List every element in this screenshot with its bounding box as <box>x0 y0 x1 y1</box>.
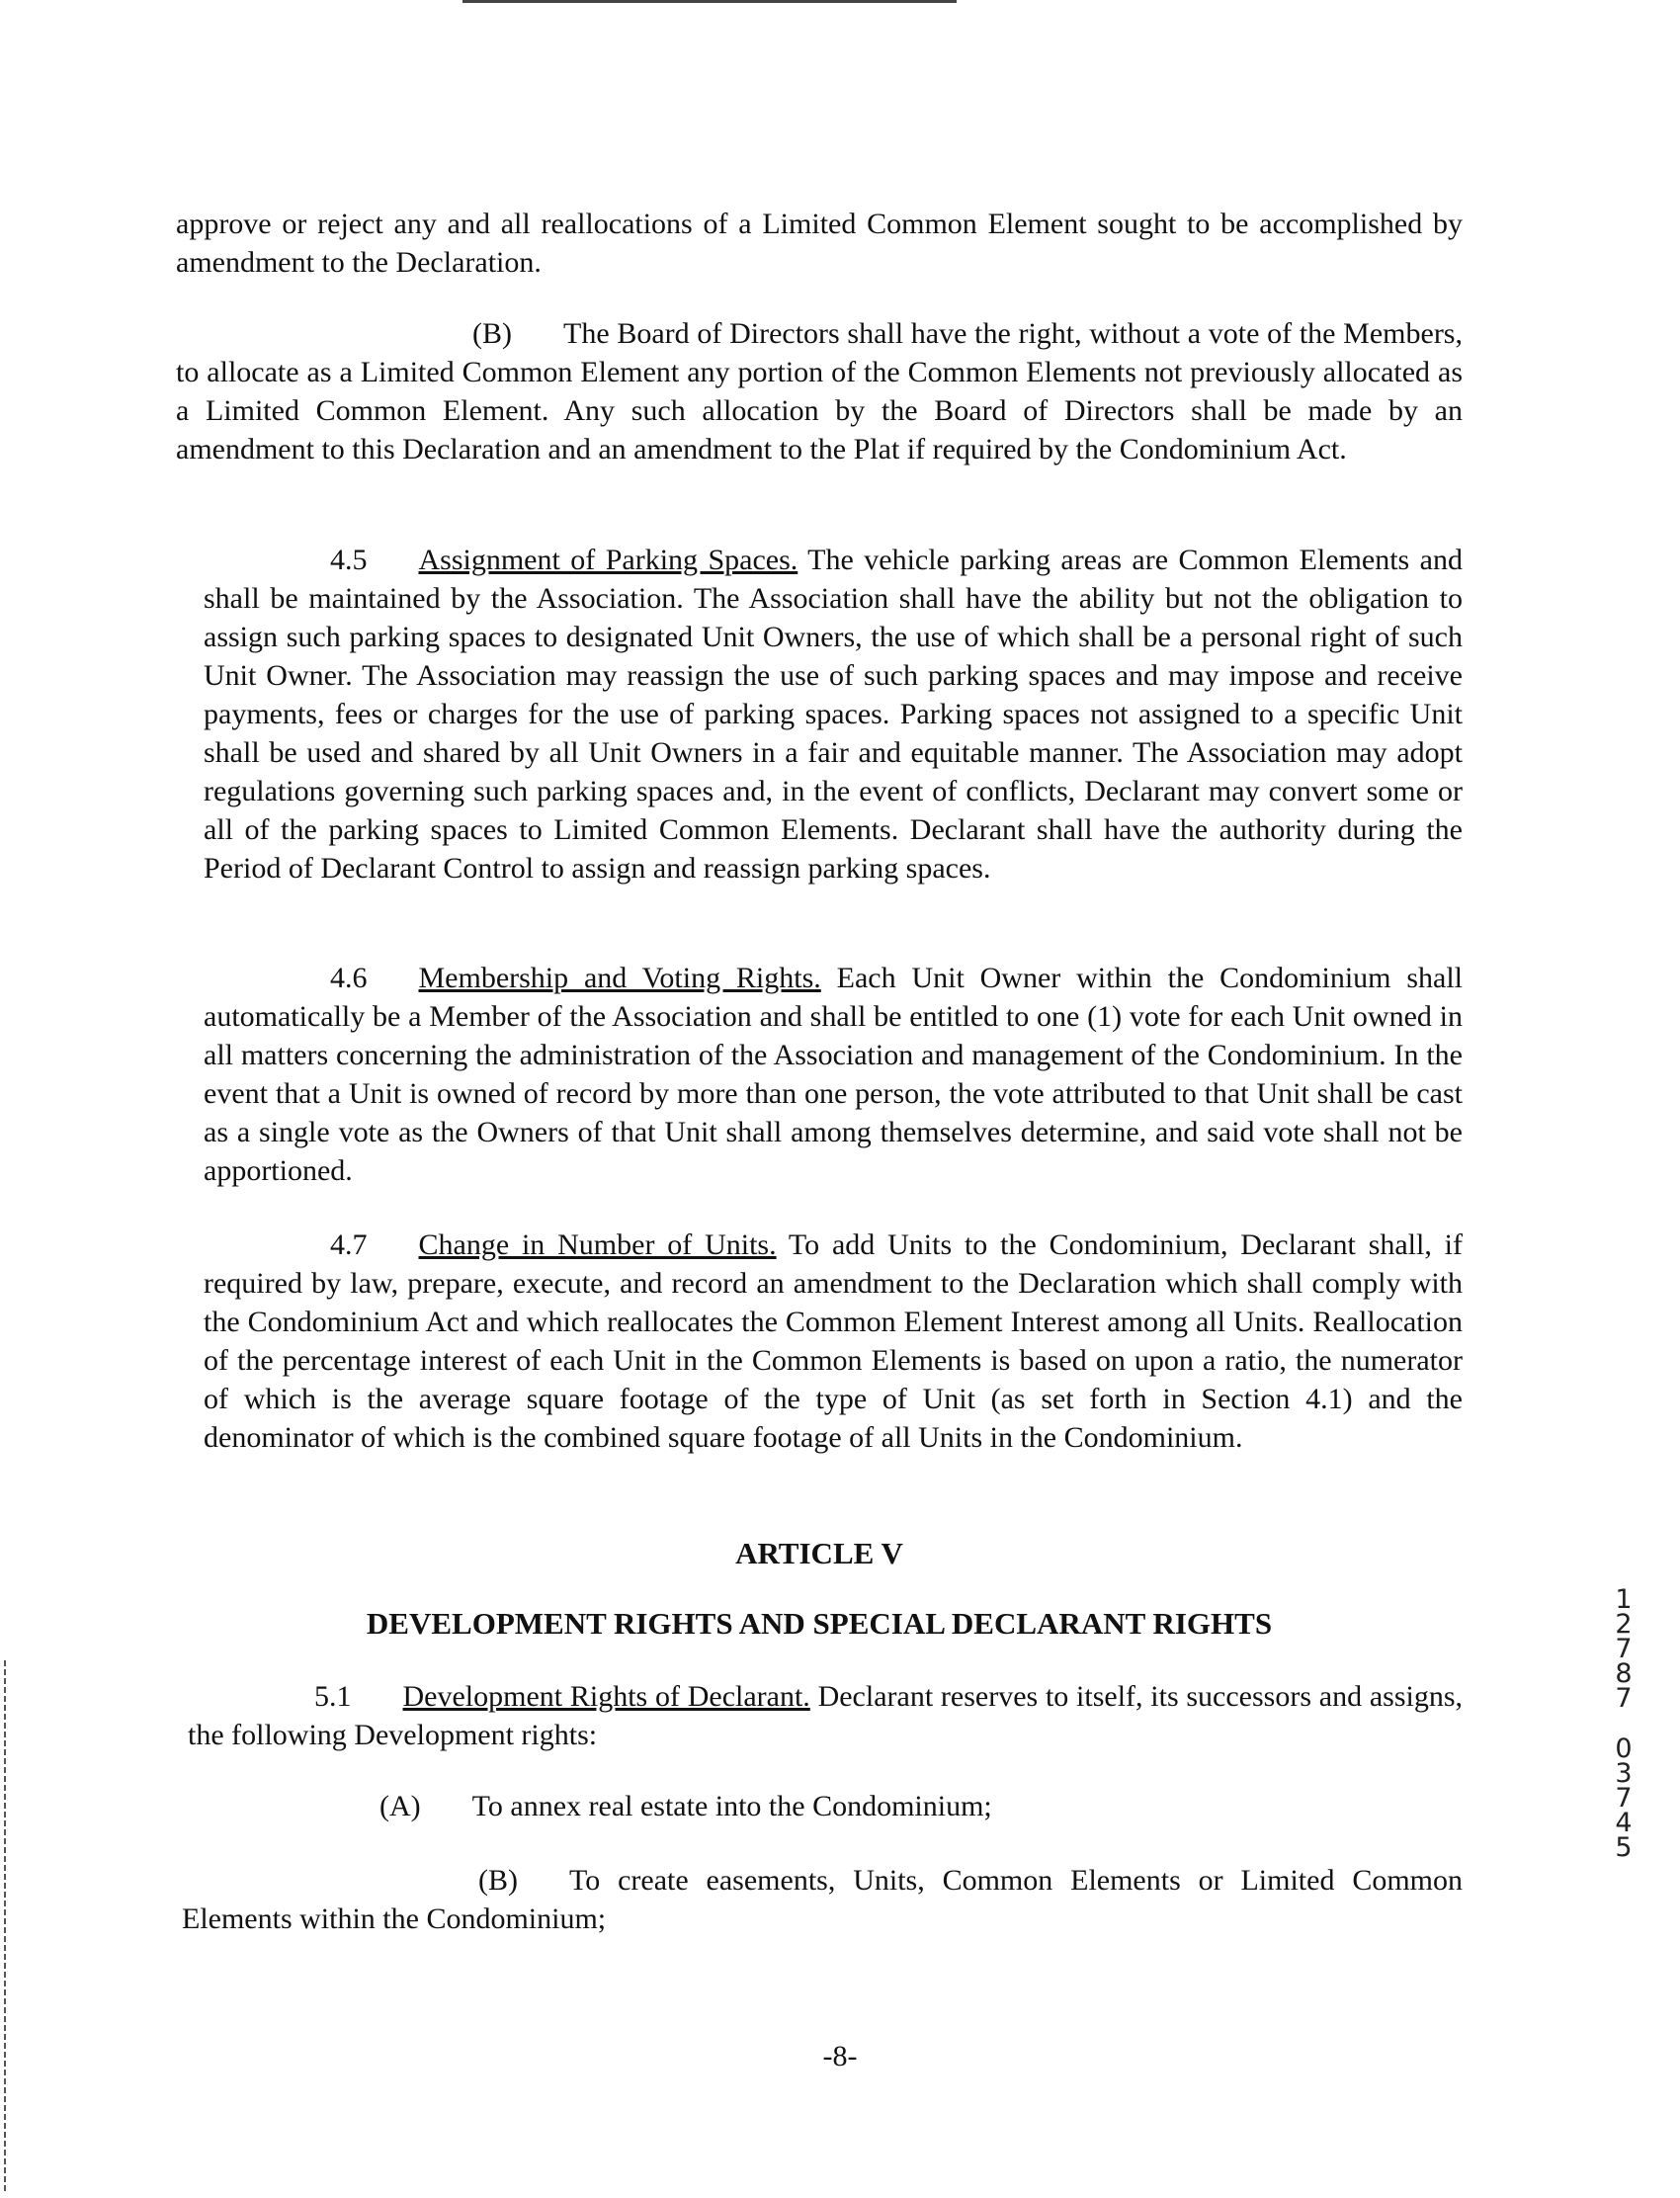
section-5-1 <box>188 1677 1463 1754</box>
section-4-7-number: 4.7 <box>330 1228 368 1261</box>
section-4-6 <box>204 959 1463 1190</box>
list-item-b <box>182 1861 1463 1938</box>
paragraph-b-body <box>176 314 1463 468</box>
section-4-7-text: To add Units to the Condominium, Declarant shall, if required by law, prepare, execute, and record an amendment to the Declaration which shall comply with the Condominium Act and which reallocates the Common Element Interest among all Units. Reallocation of the percentage interest of each Unit in the Common Elements is based on upon a ratio, the numerator of which is the average square footage of the type of Unit (as set forth in Section 4.1) and the denominator of which is the combined square footage of all Units in the Condominium. <box>204 1228 1464 1454</box>
paragraph-continued <box>176 205 1463 282</box>
section-4-6-text: Each Unit Owner within the Condominium shall automatically be a Member of the Association and shall be entitled to one (1) vote for each Unit owned in all matters concerning the administration of the Association and management of the Condominium. In the event that a Unit is owned of record by more than one person, the vote attributed to that Unit shall be cast as a single vote as the Owners of that Unit shall among themselves determine, and said vote shall not be apportioned. <box>204 962 1464 1187</box>
section-4-7-body <box>204 1226 1463 1457</box>
section-4-7-title: Change in Number of Units. <box>418 1228 777 1261</box>
page-number: -8- <box>822 2040 858 2072</box>
margin-stamp-bottom: 03745 <box>1615 1733 1633 1863</box>
article-heading: ARTICLE V <box>735 1536 903 1570</box>
list-item-a <box>379 1787 1463 1825</box>
list-item-a-label: (A) <box>379 1790 421 1822</box>
list-item-b-label: (B) <box>478 1864 518 1897</box>
article-title: DEVELOPMENT RIGHTS AND SPECIAL DECLARANT RIGHTS <box>366 1606 1273 1641</box>
paragraph-b <box>176 314 1463 468</box>
list-item-b-body <box>182 1861 1463 1938</box>
paragraph-continued-text: approve or reject any and all reallocations of a Limited Common Element sought to be accomplished by amendment to the Declaration. <box>176 208 1463 279</box>
top-scan-rule <box>462 0 957 3</box>
section-4-5-title: Assignment of Parking Spaces. <box>418 544 798 576</box>
list-item-b-text: To create easements, Units, Common Elements or Limited Common Elements within the Condominium; <box>182 1864 1463 1935</box>
section-5-1-title: Development Rights of Declarant. <box>402 1680 810 1713</box>
section-4-6-number: 4.6 <box>330 962 368 994</box>
section-4-5-body <box>204 541 1463 888</box>
margin-stamp-top: 12787 <box>1615 1584 1633 1714</box>
list-item-a-text: To annex real estate into the Condominium; <box>471 1790 992 1822</box>
section-4-5 <box>204 541 1463 888</box>
section-4-6-body <box>204 959 1463 1190</box>
section-4-5-text: The vehicle parking areas are Common Elements and shall be maintained by the Association. The Association shall have the ability but not the obligation to assign such parking spaces to designated Unit Owners, the use of which shall be a personal right of such Unit Owner. The Association may reassign the use of such parking spaces and may impose and receive payments, fees or charges for the use of parking spaces. Parking spaces not assigned to a specific Unit shall be used and shared by all Unit Owners in a fair and equitable manner. The Association may adopt regulations governing such parking spaces and, in the event of conflicts, Declarant may convert some or all of the parking spaces to Limited Common Elements. Declarant shall have the authority during the Period of Declarant Control to assign and reassign parking spaces. <box>204 544 1463 885</box>
section-5-1-body <box>188 1677 1463 1754</box>
paragraph-b-label: (B) <box>472 317 512 350</box>
section-5-1-text: Declarant reserves to itself, its successors and assigns, the following Development rights: <box>188 1680 1464 1751</box>
section-4-6-title: Membership and Voting Rights. <box>418 962 821 994</box>
section-4-5-number: 4.5 <box>330 544 368 576</box>
paragraph-b-text: The Board of Directors shall have the right, without a vote of the Members, to allocate as a Limited Common Element any portion of the Common Elements not previously allocated as a Limited Common Element. Any such allocation by the Board of Directors shall be made by an amendment to this Declaration and an amendment to the Plat if required by the Condominium Act. <box>176 317 1463 465</box>
section-5-1-number: 5.1 <box>314 1680 352 1713</box>
left-scan-rule <box>4 1660 6 2194</box>
section-4-7 <box>204 1226 1463 1457</box>
